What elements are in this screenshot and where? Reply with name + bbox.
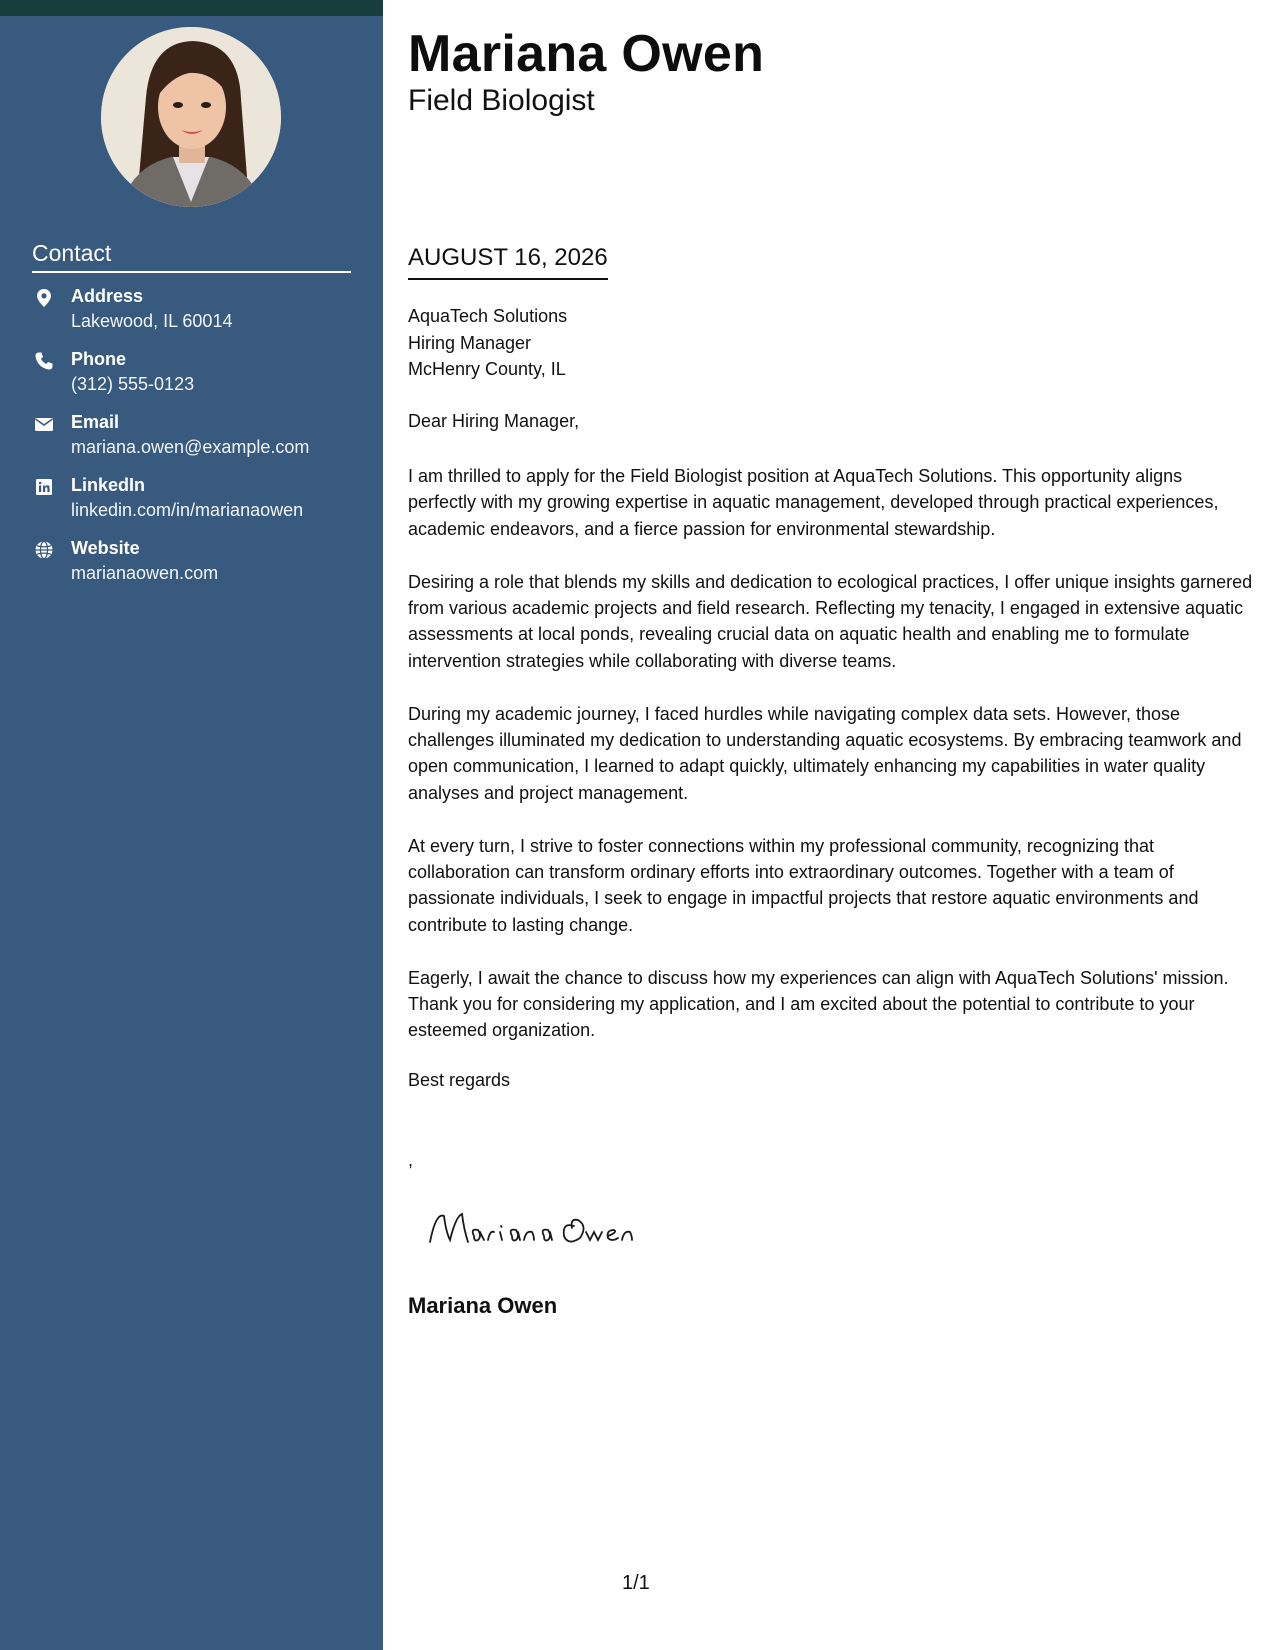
body-paragraph: Eagerly, I await the chance to discuss how my experiences can align with AquaTech Solutions' mission. Thank you for considering my application, and I am excited about the potential to contribute to your esteemed organization. <box>408 967 1229 1041</box>
website-label: Website <box>71 538 140 558</box>
email-label: Email <box>71 412 120 432</box>
applicant-name: Mariana Owen <box>408 25 765 83</box>
closing-comma: , <box>408 1150 414 1170</box>
location-pin-icon <box>34 288 54 308</box>
profile-photo <box>101 27 281 207</box>
signer-name: Mariana Owen <box>408 1293 558 1318</box>
website-value[interactable]: marianaowen.com <box>71 563 219 583</box>
linkedin-icon <box>34 477 54 497</box>
closing: Best regards <box>408 1070 511 1090</box>
phone-label: Phone <box>71 349 127 369</box>
sidebar <box>0 0 383 1650</box>
phone-value: (312) 555-0123 <box>71 374 195 394</box>
sidebar-top-bar <box>0 0 383 16</box>
address-label: Address <box>71 286 144 306</box>
linkedin-value[interactable]: linkedin.com/in/marianaowen <box>71 500 304 520</box>
contact-item-linkedin <box>32 475 362 538</box>
contact-item-phone <box>32 349 362 412</box>
email-value[interactable]: mariana.owen@example.com <box>71 437 310 457</box>
contact-item-email <box>32 412 362 475</box>
body-paragraph: I am thrilled to apply for the Field Biologist position at AquaTech Solutions. This opportunity aligns perfectly with my growing expertise in aquatic management, developed through practical experiences, academic endeavors, and a fierce passion for environmental stewardship. <box>408 466 1219 539</box>
envelope-icon <box>34 414 54 434</box>
recipient-block <box>408 303 567 383</box>
letter-date: AUGUST 16, 2026 <box>408 244 608 280</box>
contact-heading: Contact <box>32 240 351 273</box>
phone-icon <box>34 351 54 371</box>
applicant-title: Field Biologist <box>408 84 595 117</box>
body-paragraph: During my academic journey, I faced hurdles while navigating complex data sets. However, those challenges illuminated my dedication to understanding aquatic ecosystems. By embracing teamwork and open communication, I learned to adapt quickly, ultimately enhancing my capabilities in water quality analyses and project management. <box>408 703 1242 803</box>
recipient-location: McHenry County, IL <box>408 359 566 379</box>
page-number: 1/1 <box>622 1572 650 1594</box>
recipient-company: AquaTech Solutions <box>408 306 568 326</box>
body-paragraph: Desiring a role that blends my skills and dedication to ecological practices, I offer unique insights garnered from various academic projects and field research. Reflecting my tenacity, I engaged in extensive aquatic assessments at local ponds, revealing crucial data on aquatic health and enabling me to formulate intervention strategies while collaborating with diverse teams. <box>408 571 1253 671</box>
globe-icon <box>34 540 54 560</box>
salutation: Dear Hiring Manager, <box>408 411 580 431</box>
letter-body <box>408 463 1253 1070</box>
contact-item-address <box>32 286 362 349</box>
contact-list <box>32 286 362 601</box>
address-value: Lakewood, IL 60014 <box>71 311 233 331</box>
body-paragraph: At every turn, I strive to foster connections within my professional community, recognizing that collaboration can transform ordinary efforts into extraordinary outcomes. Together with a team of passionate individuals, I seek to engage in impactful projects that restore aquatic environments and contribute to lasting change. <box>408 835 1199 935</box>
handwritten-signature <box>422 1202 662 1252</box>
linkedin-label: LinkedIn <box>71 475 146 495</box>
recipient-role: Hiring Manager <box>408 332 532 353</box>
contact-item-website <box>32 538 362 601</box>
